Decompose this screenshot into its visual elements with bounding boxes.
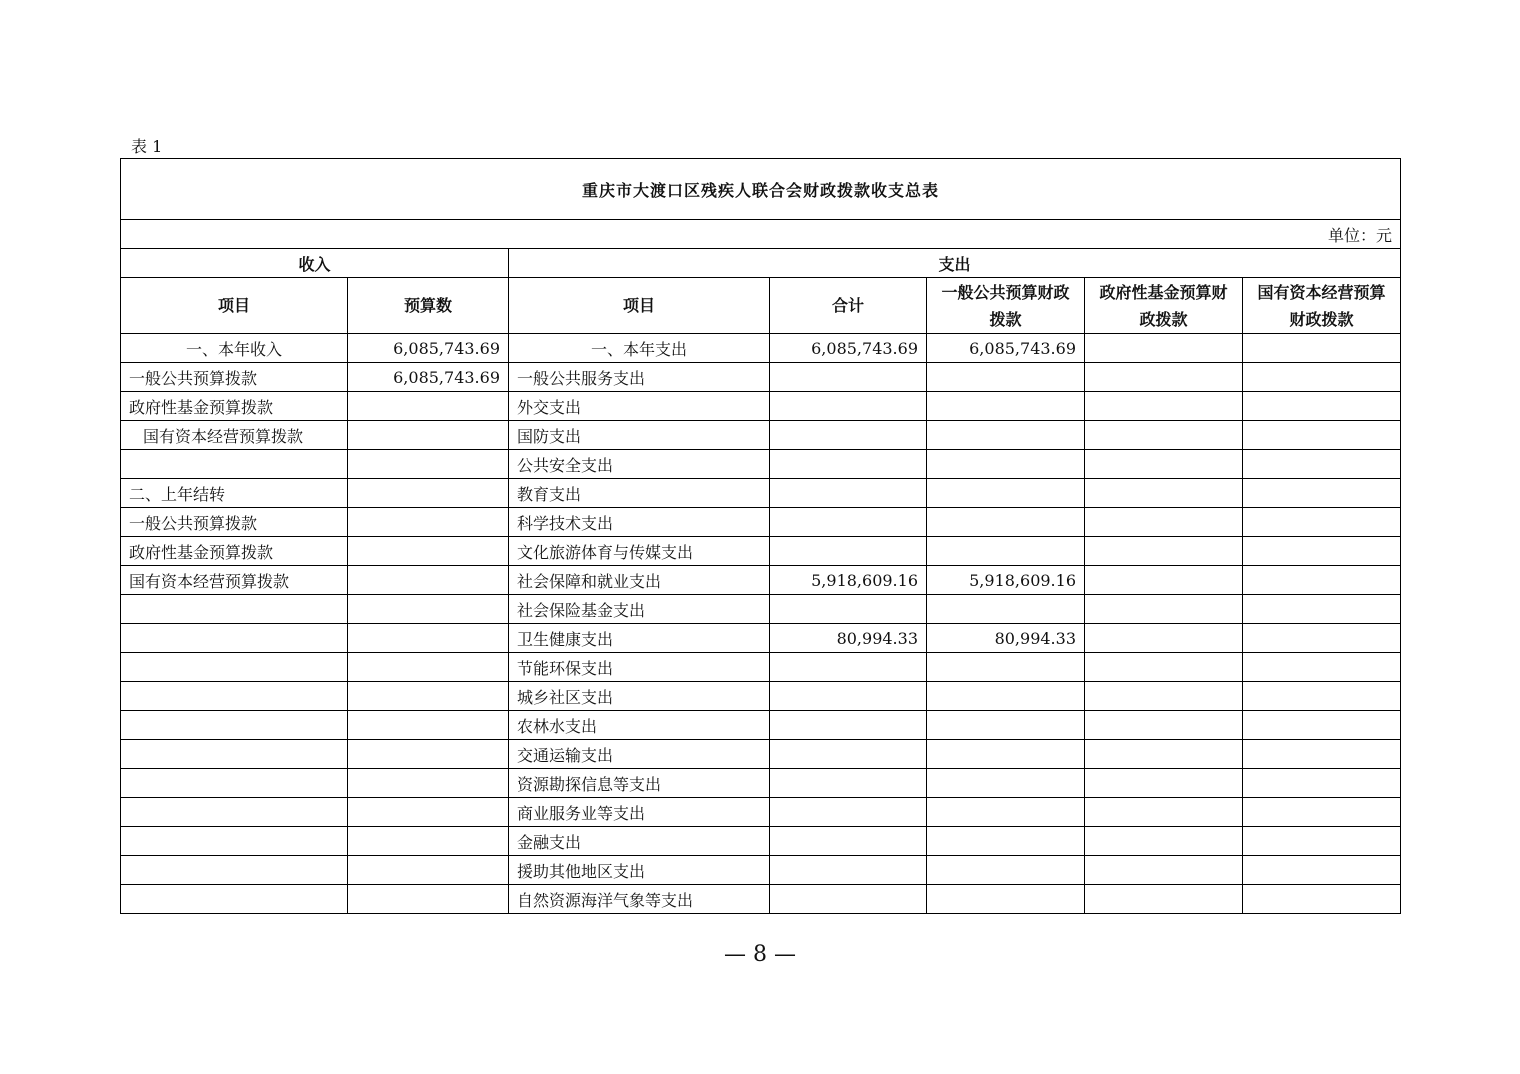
general-budget-cell bbox=[927, 392, 1085, 421]
total-cell bbox=[770, 856, 927, 885]
expense-item-cell: 文化旅游体育与传媒支出 bbox=[509, 537, 770, 566]
table-row bbox=[121, 856, 1401, 885]
page-number: — 8 — bbox=[724, 942, 796, 967]
income-item-cell: 一、本年收入 bbox=[121, 334, 348, 363]
unit-label: 单位：元 bbox=[121, 220, 1401, 249]
income-item-cell bbox=[121, 624, 348, 653]
budget-cell bbox=[348, 885, 509, 914]
expense-item-cell: 一般公共服务支出 bbox=[509, 363, 770, 392]
general-budget-cell bbox=[927, 421, 1085, 450]
soe-budget-cell bbox=[1243, 363, 1401, 392]
fund-budget-cell bbox=[1085, 537, 1243, 566]
expense-item-cell: 自然资源海洋气象等支出 bbox=[509, 885, 770, 914]
fund-budget-cell bbox=[1085, 566, 1243, 595]
table-row bbox=[121, 537, 1401, 566]
income-item-cell bbox=[121, 682, 348, 711]
total-cell bbox=[770, 740, 927, 769]
general-budget-cell bbox=[927, 711, 1085, 740]
general-budget-cell: 80,994.33 bbox=[927, 624, 1085, 653]
expense-item-cell: 社会保障和就业支出 bbox=[509, 566, 770, 595]
income-item-cell: 国有资本经营预算拨款 bbox=[121, 566, 348, 595]
total-cell: 5,918,609.16 bbox=[770, 566, 927, 595]
general-budget-cell bbox=[927, 595, 1085, 624]
soe-budget-cell bbox=[1243, 624, 1401, 653]
budget-cell bbox=[348, 682, 509, 711]
income-item-cell bbox=[121, 798, 348, 827]
fund-budget-cell bbox=[1085, 450, 1243, 479]
table-row bbox=[121, 798, 1401, 827]
general-budget-cell bbox=[927, 682, 1085, 711]
table-row bbox=[121, 682, 1401, 711]
total-cell bbox=[770, 798, 927, 827]
col-budget: 预算数 bbox=[348, 278, 509, 334]
general-budget-cell bbox=[927, 740, 1085, 769]
budget-cell bbox=[348, 450, 509, 479]
general-budget-cell: 5,918,609.16 bbox=[927, 566, 1085, 595]
income-item-cell bbox=[121, 653, 348, 682]
income-item-cell bbox=[121, 885, 348, 914]
income-item-cell bbox=[121, 827, 348, 856]
total-cell: 6,085,743.69 bbox=[770, 334, 927, 363]
total-cell bbox=[770, 885, 927, 914]
budget-cell bbox=[348, 392, 509, 421]
general-budget-cell bbox=[927, 450, 1085, 479]
expense-item-cell: 交通运输支出 bbox=[509, 740, 770, 769]
expense-item-cell: 资源勘探信息等支出 bbox=[509, 769, 770, 798]
budget-cell bbox=[348, 566, 509, 595]
expense-item-cell: 商业服务业等支出 bbox=[509, 798, 770, 827]
income-item-cell bbox=[121, 595, 348, 624]
general-budget-cell bbox=[927, 363, 1085, 392]
table-title: 重庆市大渡口区残疾人联合会财政拨款收支总表 bbox=[121, 159, 1401, 220]
fund-budget-cell bbox=[1085, 392, 1243, 421]
soe-budget-cell bbox=[1243, 508, 1401, 537]
fund-budget-cell bbox=[1085, 711, 1243, 740]
total-cell bbox=[770, 827, 927, 856]
soe-budget-cell bbox=[1243, 711, 1401, 740]
soe-budget-cell bbox=[1243, 566, 1401, 595]
income-item-cell bbox=[121, 740, 348, 769]
income-item-cell: 二、上年结转 bbox=[121, 479, 348, 508]
budget-cell bbox=[348, 856, 509, 885]
total-cell bbox=[770, 682, 927, 711]
fund-budget-cell bbox=[1085, 595, 1243, 624]
table-row bbox=[121, 392, 1401, 421]
expense-item-cell: 公共安全支出 bbox=[509, 450, 770, 479]
total-cell bbox=[770, 595, 927, 624]
table-row bbox=[121, 363, 1401, 392]
soe-budget-cell bbox=[1243, 769, 1401, 798]
fund-budget-cell bbox=[1085, 363, 1243, 392]
expense-item-cell: 卫生健康支出 bbox=[509, 624, 770, 653]
soe-budget-cell bbox=[1243, 334, 1401, 363]
col-total: 合计 bbox=[770, 278, 927, 334]
budget-cell bbox=[348, 421, 509, 450]
total-cell bbox=[770, 479, 927, 508]
expense-item-cell: 金融支出 bbox=[509, 827, 770, 856]
general-budget-cell bbox=[927, 885, 1085, 914]
table-row bbox=[121, 827, 1401, 856]
income-item-cell: 国有资本经营预算拨款 bbox=[121, 421, 348, 450]
col-general-budget: 一般公共预算财政拨款 bbox=[927, 278, 1085, 334]
fund-budget-cell bbox=[1085, 740, 1243, 769]
fiscal-summary-table bbox=[120, 158, 1401, 914]
soe-budget-cell bbox=[1243, 479, 1401, 508]
soe-budget-cell bbox=[1243, 798, 1401, 827]
income-item-cell bbox=[121, 856, 348, 885]
expense-item-cell: 外交支出 bbox=[509, 392, 770, 421]
table-row bbox=[121, 566, 1401, 595]
col-expense-item: 项目 bbox=[509, 278, 770, 334]
table-label: 表 1 bbox=[131, 137, 163, 156]
general-budget-cell bbox=[927, 827, 1085, 856]
soe-budget-cell bbox=[1243, 595, 1401, 624]
income-item-cell: 政府性基金预算拨款 bbox=[121, 392, 348, 421]
soe-budget-cell bbox=[1243, 885, 1401, 914]
table-row bbox=[121, 711, 1401, 740]
soe-budget-cell bbox=[1243, 653, 1401, 682]
total-cell bbox=[770, 711, 927, 740]
soe-budget-cell bbox=[1243, 856, 1401, 885]
expense-item-cell: 科学技术支出 bbox=[509, 508, 770, 537]
budget-cell bbox=[348, 827, 509, 856]
col-income-item: 项目 bbox=[121, 278, 348, 334]
col-fund-budget: 政府性基金预算财政拨款 bbox=[1085, 278, 1243, 334]
soe-budget-cell bbox=[1243, 682, 1401, 711]
general-budget-cell bbox=[927, 769, 1085, 798]
expense-item-cell: 农林水支出 bbox=[509, 711, 770, 740]
budget-cell bbox=[348, 537, 509, 566]
budget-cell bbox=[348, 740, 509, 769]
general-budget-cell bbox=[927, 798, 1085, 827]
fund-budget-cell bbox=[1085, 798, 1243, 827]
total-cell bbox=[770, 508, 927, 537]
table-row bbox=[121, 769, 1401, 798]
fund-budget-cell bbox=[1085, 624, 1243, 653]
budget-cell bbox=[348, 508, 509, 537]
table-row bbox=[121, 450, 1401, 479]
fund-budget-cell bbox=[1085, 334, 1243, 363]
total-cell bbox=[770, 450, 927, 479]
general-budget-cell: 6,085,743.69 bbox=[927, 334, 1085, 363]
income-item-cell: 一般公共预算拨款 bbox=[121, 363, 348, 392]
table-row bbox=[121, 334, 1401, 363]
income-section-header: 收入 bbox=[121, 249, 509, 278]
general-budget-cell bbox=[927, 479, 1085, 508]
table-row bbox=[121, 653, 1401, 682]
fund-budget-cell bbox=[1085, 856, 1243, 885]
income-item-cell: 一般公共预算拨款 bbox=[121, 508, 348, 537]
soe-budget-cell bbox=[1243, 392, 1401, 421]
income-item-cell bbox=[121, 711, 348, 740]
expense-item-cell: 援助其他地区支出 bbox=[509, 856, 770, 885]
col-soe-budget: 国有资本经营预算财政拨款 bbox=[1243, 278, 1401, 334]
budget-cell bbox=[348, 798, 509, 827]
fund-budget-cell bbox=[1085, 479, 1243, 508]
general-budget-cell bbox=[927, 508, 1085, 537]
general-budget-cell bbox=[927, 537, 1085, 566]
table-row bbox=[121, 624, 1401, 653]
general-budget-cell bbox=[927, 653, 1085, 682]
fund-budget-cell bbox=[1085, 508, 1243, 537]
soe-budget-cell bbox=[1243, 740, 1401, 769]
budget-cell bbox=[348, 595, 509, 624]
budget-cell bbox=[348, 479, 509, 508]
soe-budget-cell bbox=[1243, 421, 1401, 450]
budget-cell bbox=[348, 769, 509, 798]
expense-item-cell: 社会保险基金支出 bbox=[509, 595, 770, 624]
table-row bbox=[121, 595, 1401, 624]
expense-item-cell: 节能环保支出 bbox=[509, 653, 770, 682]
soe-budget-cell bbox=[1243, 827, 1401, 856]
total-cell: 80,994.33 bbox=[770, 624, 927, 653]
fund-budget-cell bbox=[1085, 682, 1243, 711]
fund-budget-cell bbox=[1085, 653, 1243, 682]
total-cell bbox=[770, 363, 927, 392]
table-row bbox=[121, 740, 1401, 769]
total-cell bbox=[770, 421, 927, 450]
income-item-cell bbox=[121, 450, 348, 479]
budget-cell: 6,085,743.69 bbox=[348, 363, 509, 392]
fund-budget-cell bbox=[1085, 421, 1243, 450]
table-row bbox=[121, 508, 1401, 537]
total-cell bbox=[770, 653, 927, 682]
soe-budget-cell bbox=[1243, 537, 1401, 566]
total-cell bbox=[770, 537, 927, 566]
expense-item-cell: 一、本年支出 bbox=[509, 334, 770, 363]
table-row bbox=[121, 479, 1401, 508]
income-item-cell bbox=[121, 769, 348, 798]
general-budget-cell bbox=[927, 856, 1085, 885]
table-row bbox=[121, 885, 1401, 914]
total-cell bbox=[770, 769, 927, 798]
budget-cell: 6,085,743.69 bbox=[348, 334, 509, 363]
fund-budget-cell bbox=[1085, 885, 1243, 914]
fund-budget-cell bbox=[1085, 827, 1243, 856]
budget-cell bbox=[348, 653, 509, 682]
budget-cell bbox=[348, 624, 509, 653]
expense-item-cell: 教育支出 bbox=[509, 479, 770, 508]
soe-budget-cell bbox=[1243, 450, 1401, 479]
expense-section-header: 支出 bbox=[509, 249, 1401, 278]
total-cell bbox=[770, 392, 927, 421]
fund-budget-cell bbox=[1085, 769, 1243, 798]
table-row bbox=[121, 421, 1401, 450]
expense-item-cell: 城乡社区支出 bbox=[509, 682, 770, 711]
budget-cell bbox=[348, 711, 509, 740]
income-item-cell: 政府性基金预算拨款 bbox=[121, 537, 348, 566]
expense-item-cell: 国防支出 bbox=[509, 421, 770, 450]
